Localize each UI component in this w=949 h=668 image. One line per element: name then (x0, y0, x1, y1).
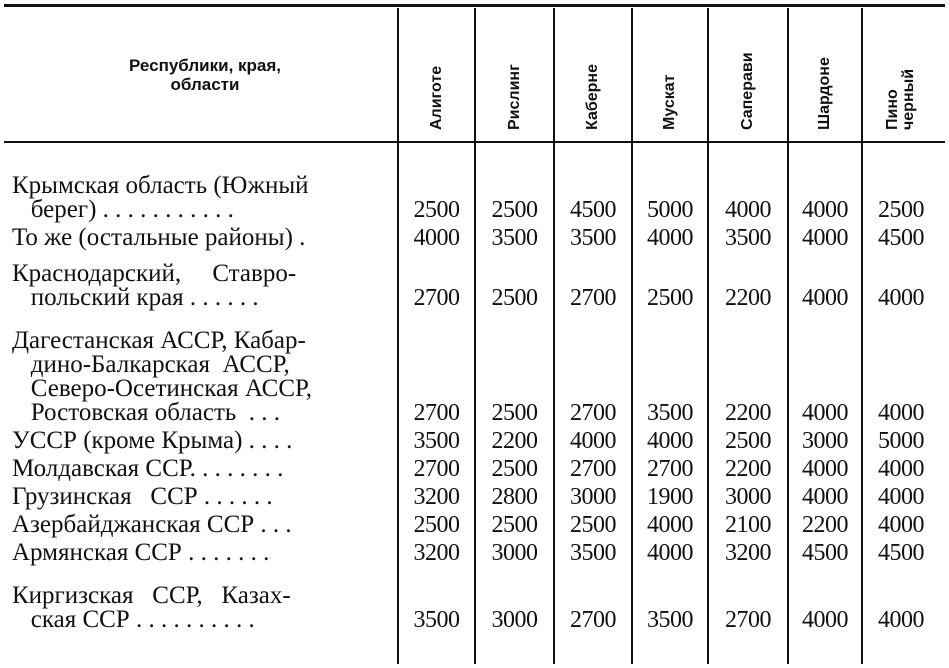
table-cell: 4000 (802, 285, 848, 311)
row-region-label: Азербайджанская ССР . . . (12, 511, 292, 538)
region-header-line-2: области (170, 75, 240, 94)
table-cell: 3000 (570, 484, 616, 510)
table-cell: 2700 (570, 607, 616, 633)
table-cell: 4000 (878, 400, 924, 426)
table-cell: 4000 (802, 456, 848, 482)
table-cell: 2200 (725, 285, 771, 311)
table-cell: 2700 (413, 456, 460, 482)
table-cell: 2700 (570, 456, 616, 482)
table-cell: 4000 (647, 225, 693, 251)
table-cell: 3500 (647, 607, 693, 633)
table-cell: 2500 (725, 428, 771, 454)
column-header-label: Шардоне (816, 57, 833, 130)
region-header-line-1: Республики, края, (128, 56, 282, 75)
row-region-label: УССР (кроме Крыма) . . . . (12, 427, 293, 454)
row-region-label: берег) . . . . . . . . . . . (12, 196, 234, 223)
table-cell: 2100 (725, 512, 771, 538)
row-region-label: польский края . . . . . . (12, 284, 259, 311)
table-cell: 3500 (413, 428, 460, 454)
table-cell: 2500 (413, 197, 460, 223)
table-cell: 3500 (413, 607, 460, 633)
column-header-label: Рислинг (505, 64, 523, 130)
table-cell: 3000 (491, 607, 538, 633)
table-cell: 2700 (647, 456, 693, 482)
table-cell: 3000 (491, 540, 538, 566)
column-header (475, 8, 554, 138)
table-cell: 4000 (802, 400, 848, 426)
table-cell: 2500 (491, 512, 538, 538)
row-region-label: Ростовская область . . . (12, 399, 281, 426)
table-cell: 2500 (413, 512, 460, 538)
table-cell: 2800 (491, 484, 538, 510)
column-header-label: Пино черный (884, 68, 917, 130)
table-cell: 4500 (878, 540, 924, 566)
column-header (398, 8, 475, 138)
row-region-label: Грузинская ССР . . . . . . (12, 483, 273, 510)
row-region-label: Северо-Осетинская АССР, (12, 375, 313, 402)
table-cell: 2700 (413, 400, 460, 426)
table-cell: 3500 (491, 225, 538, 251)
table-cell: 3500 (725, 225, 771, 251)
table-cell: 3000 (802, 428, 848, 454)
table-cell: 3200 (413, 540, 460, 566)
table-cell: 2200 (725, 400, 771, 426)
column-header-label: Саперави (739, 52, 756, 130)
table-cell: 5000 (878, 428, 924, 454)
row-region-label: Крымская область (Южный (12, 172, 309, 199)
row-region-label: Дагестанская АССР, Кабар- (12, 327, 306, 354)
table-cell: 2500 (878, 197, 924, 223)
row-region-label: Киргизская ССР, Казах- (12, 582, 291, 609)
region-column-header (20, 56, 390, 94)
table-cell: 4500 (878, 225, 924, 251)
column-header (554, 8, 632, 138)
table-cell: 3200 (413, 484, 460, 510)
table-cell: 4000 (725, 197, 771, 223)
table-cell: 4000 (802, 607, 848, 633)
column-header (788, 8, 862, 138)
table-cell: 3500 (570, 225, 616, 251)
table-cell: 3200 (725, 540, 771, 566)
column-header-label: Каберне (584, 64, 601, 130)
table-cell: 2500 (570, 512, 616, 538)
table-cell: 4000 (878, 456, 924, 482)
table-cell: 4000 (878, 512, 924, 538)
table-cell: 2500 (491, 197, 538, 223)
table-cell: 4000 (878, 285, 924, 311)
table-cell: 3500 (570, 540, 616, 566)
row-region-label: Краснодарский, Ставро- (12, 260, 297, 287)
table-cell: 4000 (647, 540, 693, 566)
row-region-label: Молдавская ССР. . . . . . . . (12, 455, 284, 482)
table-cell: 2700 (570, 285, 616, 311)
column-header (632, 8, 708, 138)
table-cell: 2700 (725, 607, 771, 633)
table-cell: 4000 (570, 428, 616, 454)
table-cell: 2700 (413, 285, 460, 311)
table-cell: 4000 (413, 225, 460, 251)
table-cell: 2200 (491, 428, 538, 454)
table-cell: 2200 (725, 456, 771, 482)
table-cell: 2500 (491, 400, 538, 426)
column-header-label: Алиготе (427, 65, 445, 130)
table-cell: 4000 (802, 197, 848, 223)
table-cell: 2700 (570, 400, 616, 426)
column-header (708, 8, 788, 138)
row-region-label: То же (остальные районы) . (12, 224, 306, 251)
table-cell: 2500 (491, 285, 538, 311)
table-cell: 3000 (725, 484, 771, 510)
column-header-label: Мускат (661, 74, 678, 130)
table-cell: 4500 (570, 197, 616, 223)
table-cell: 4500 (802, 540, 848, 566)
table-cell: 4000 (878, 607, 924, 633)
table-cell: 4000 (802, 484, 848, 510)
table-cell: 1900 (647, 484, 693, 510)
table-cell: 4000 (878, 484, 924, 510)
table-cell: 2200 (802, 512, 848, 538)
table-cell: 4000 (802, 225, 848, 251)
table-cell: 3500 (647, 400, 693, 426)
table-top-rule (4, 4, 945, 7)
table-cell: 5000 (647, 197, 693, 223)
table-cell: 4000 (647, 512, 693, 538)
row-region-label: ская ССР . . . . . . . . . . (12, 606, 255, 633)
table-cell: 2500 (647, 285, 693, 311)
table-cell: 4000 (647, 428, 693, 454)
row-region-label: Армянская ССР . . . . . . . (12, 539, 270, 566)
column-header (862, 8, 940, 138)
table-cell: 2500 (491, 456, 538, 482)
row-region-label: дино-Балкарская АССР, (12, 351, 290, 378)
